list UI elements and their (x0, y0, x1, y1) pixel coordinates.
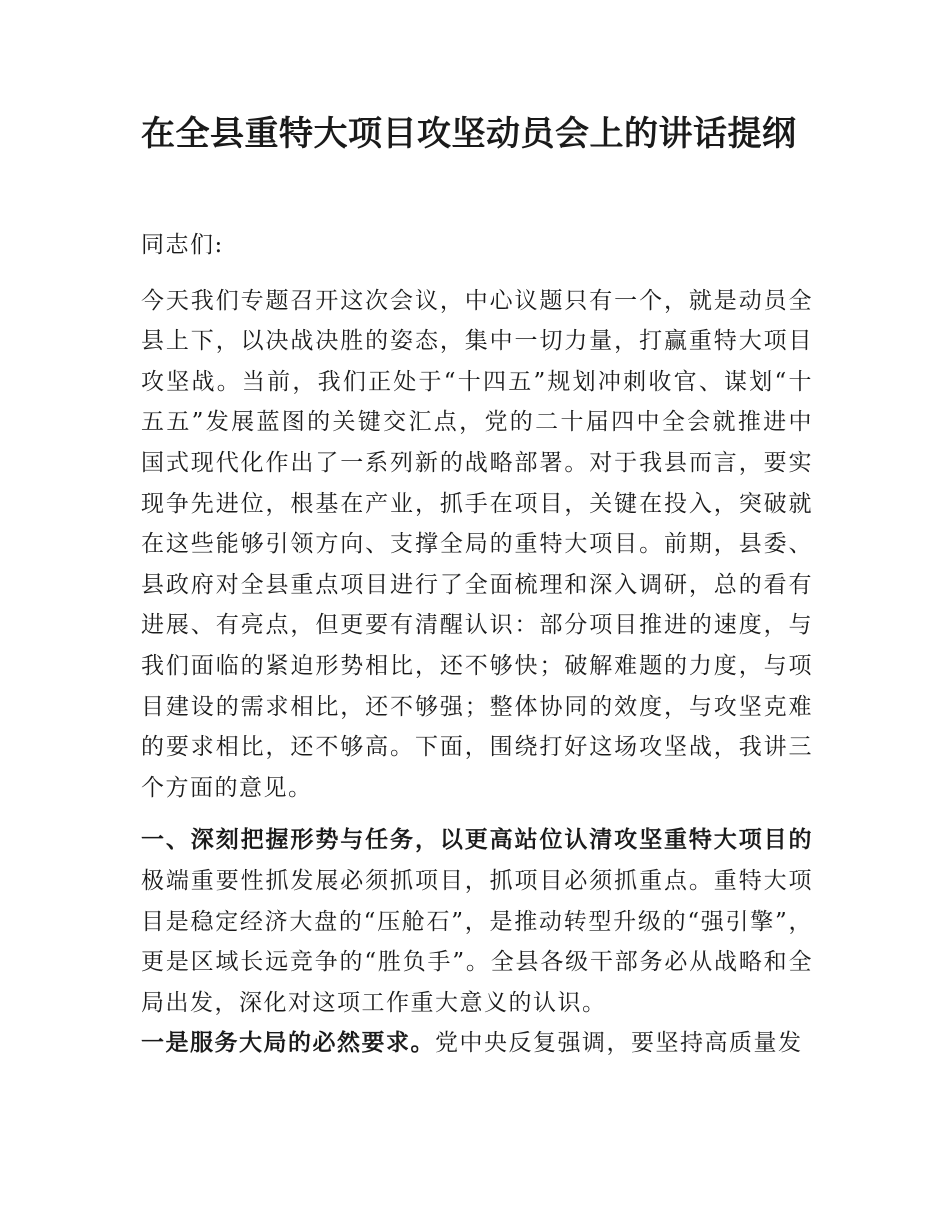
section-1-heading: 一、深刻把握形势与任务，以更高站位认清攻坚重特大项目的 (141, 826, 813, 854)
document-body (141, 225, 813, 1064)
intro-paragraph: 今天我们专题召开这次会议，中心议题只有一个，就是动员全县上下，以决战决胜的姿态，集中一切力量，打赢重特大项目攻坚战。当前，我们正处于“十四五”规划冲刺收官、谋划“十五五”发展蓝图的关键交汇点，党的二十届四中全会就推进中国式现代化作出了一系列新的战略部署。对于我县而言，要实现争先进位，根基在产业，抓手在项目，关键在投入，突破就在这些能够引领方向、支撑全局的重特大项目。前期，县委、县政府对全县重点项目进行了全面梳理和深入调研，总的看有进展、有亮点，但更要有清醒认识：部分项目推进的速度，与我们面临的紧迫形势相比，还不够快；破解难题的力度，与项目建设的需求相比，还不够强；整体协同的效度，与攻坚克难的要求相比，还不够高。下面，围绕打好这场攻坚战，我讲三个方面的意见。 (141, 287, 813, 801)
point-1-paragraph (141, 1023, 813, 1064)
section-1-text: 极端重要性抓发展必须抓项目，抓项目必须抓重点。重特大项目是稳定经济大盘的“压舱石”，是推动转型升级的“强引擎”，更是区域长远竞争的“胜负手”。全县各级干部务必从战略和全局出发，深化对这项工作重大意义的认识。 (141, 867, 813, 1016)
document-title: 在全县重特大项目攻坚动员会上的讲话提纲 (141, 114, 797, 154)
section-1-paragraph (141, 820, 813, 1023)
salutation: 同志们: (141, 232, 224, 258)
point-1-lead: 一是服务大局的必然要求。 (141, 1029, 435, 1057)
point-1-text: 党中央反复强调，要坚持高质量发 (435, 1030, 803, 1057)
